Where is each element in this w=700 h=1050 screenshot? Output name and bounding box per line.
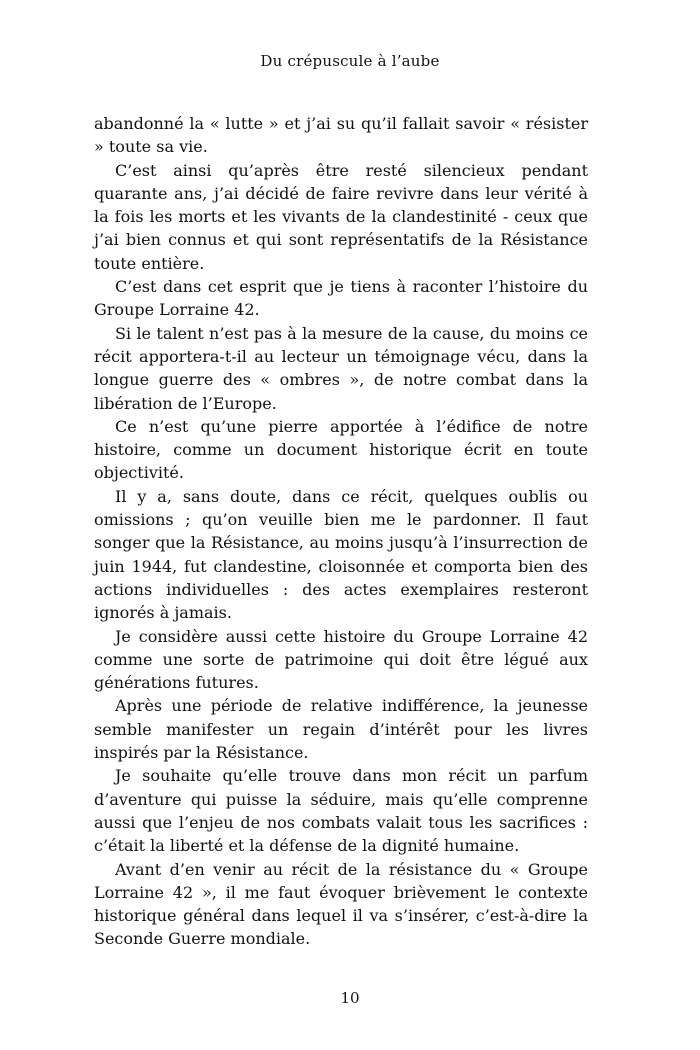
paragraph: Ce n’est qu’une pierre apportée à l’édifice de notre histoire, comme un document historique écrit en toute objectivité. [94, 416, 588, 483]
paragraph: C’est ainsi qu’après être resté silencieux pendant quarante ans, j’ai décidé de faire revivre dans leur vérité à la fois les morts et les vivants de la clandestinité - ceux que j’ai bien connus et qui sont représentatifs de la Résistance toute entière. [94, 160, 588, 273]
paragraph: Après une période de relative indifférence, la jeunesse semble manifester un regain d’intérêt pour les livres inspirés par la Résistance. [94, 696, 588, 763]
running-header: Du crépuscule à l’aube [260, 52, 440, 70]
paragraph: Avant d’en venir au récit de la résistance du « Groupe Lorraine 42 », il me faut évoquer brièvement le contexte historique général dans lequel il va s’insérer, c’est-à-dire la Seconde Guerre mondiale. [94, 859, 588, 949]
paragraph: C’est dans cet esprit que je tiens à raconter l’histoire du Groupe Lorraine 42. [94, 277, 588, 320]
body-text [94, 112, 588, 951]
page-number: 10 [340, 989, 360, 1007]
paragraph: Si le talent n’est pas à la mesure de la cause, du moins ce récit apportera-t-il au lecteur un témoignage vécu, dans la longue guerre des « ombres », de notre combat dans la libération de l’Europe. [94, 323, 588, 413]
paragraph: Il y a, sans doute, dans ce récit, quelques oublis ou omissions ; qu’on veuille bien me le pardonner. Il faut songer que la Résistance, au moins jusqu’à l’insurrection de juin 1944, fut clandestine, cloisonnée et comporta bien des actions individuelles : des actes exemplaires resteront ignorés à jamais. [94, 486, 588, 623]
paragraph: abandonné la « lutte » et j’ai su qu’il fallait savoir « résister » toute sa vie. [94, 114, 588, 157]
paragraph: Je souhaite qu’elle trouve dans mon récit un parfum d’aventure qui puisse la séduire, mais qu’elle comprenne aussi que l’enjeu de nos combats valait tous les sacrifices : c’était la liberté et la défense de la dignité humaine. [94, 766, 588, 856]
paragraph: Je considère aussi cette histoire du Groupe Lorraine 42 comme une sorte de patrimoine qui doit être légué aux générations futures. [94, 626, 588, 693]
